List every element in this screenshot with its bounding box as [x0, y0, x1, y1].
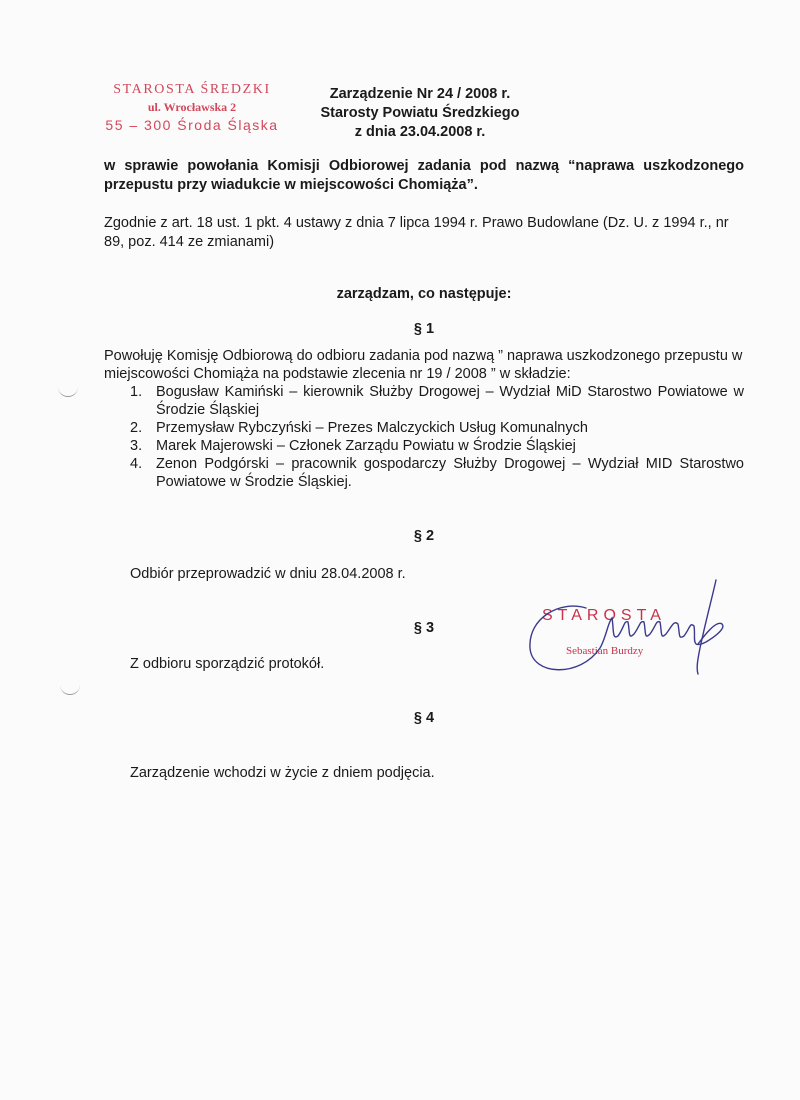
office-stamp-city: 55 – 300 Środa Śląska — [105, 117, 279, 133]
member-text: Przemysław Rybczyński – Prezes Malczyckich Usług Komunalnych — [156, 420, 588, 436]
section-1-heading: § 1 — [413, 321, 435, 337]
commission-members-list — [104, 383, 744, 491]
member-text: Zenon Podgórski – pracownik gospodarczy Służby Drogowej – Wydział MID Starostwo Powiatowe w Środzie Śląskiej. — [156, 456, 744, 490]
punch-hole-mark — [58, 382, 78, 397]
office-stamp — [100, 82, 284, 133]
ordinance-number: Zarządzenie Nr 24 / 2008 r. — [329, 86, 511, 102]
legal-basis: Zgodnie z art. 18 ust. 1 pkt. 4 ustawy z dnia 7 lipca 1994 r. Prawo Budowlane (Dz. U. z 1994 r., nr 89, poz. 414 ze zmianami) — [104, 215, 729, 250]
section-2-heading: § 2 — [413, 528, 435, 544]
office-stamp-street: ul. Wrocławska 2 — [147, 100, 237, 114]
issuer: Starosty Powiatu Średzkiego — [320, 105, 520, 121]
member-text: Marek Majerowski – Członek Zarządu Powiatu w Środzie Śląskiej — [156, 438, 576, 454]
signature-stamp — [520, 578, 740, 688]
signature-graphic — [520, 578, 740, 688]
member-text: Bogusław Kamiński – kierownik Służby Drogowej – Wydział MiD Starostwo Powiatowe w Środzie Śląskiej — [156, 384, 744, 418]
order-phrase: zarządzam, co następuje: — [336, 286, 512, 302]
ordinance-date: z dnia 23.04.2008 r. — [354, 124, 486, 140]
document-subject: w sprawie powołania Komisji Odbiorowej zadania pod nazwą “naprawa uszkodzonego przepustu przy wiadukcie w miejscowości Chomiąża”. — [104, 158, 744, 193]
signature-stamp-title: STAROSTA — [542, 607, 666, 624]
punch-hole-mark — [60, 680, 80, 695]
section-4-text: Zarządzenie wchodzi w życie z dniem podjęcia. — [130, 765, 435, 781]
document-header — [300, 85, 540, 142]
signature-stamp-name: Sebastian Burdzy — [566, 645, 644, 657]
section-4-heading: § 4 — [413, 710, 435, 726]
list-item: 4. Zenon Podgórski – pracownik gospodarczy Służby Drogowej – Wydział MID Starostwo Powiatowe w Środzie Śląskiej. — [130, 456, 744, 490]
section-1-intro: Powołuję Komisję Odbiorową do odbioru zadania pod nazwą ” naprawa uszkodzonego przepustu w miejscowości Chomiąża na podstawie zlecenia nr 19 / 2008 ” w składzie: — [104, 348, 743, 382]
section-3-text: Z odbioru sporządzić protokół. — [130, 656, 325, 672]
list-item: 2. Przemysław Rybczyński – Prezes Malczyckich Usług Komunalnych — [130, 420, 588, 436]
list-item: 3. Marek Majerowski – Członek Zarządu Powiatu w Środzie Śląskiej — [130, 438, 576, 454]
list-item: 1. Bogusław Kamiński – kierownik Służby Drogowej – Wydział MiD Starostwo Powiatowe w Środzie Śląskiej — [130, 384, 744, 418]
office-stamp-title: STAROSTA ŚREDZKI — [113, 82, 271, 97]
section-3-heading: § 3 — [413, 620, 435, 636]
section-2-text: Odbiór przeprowadzić w dniu 28.04.2008 r. — [130, 566, 406, 582]
